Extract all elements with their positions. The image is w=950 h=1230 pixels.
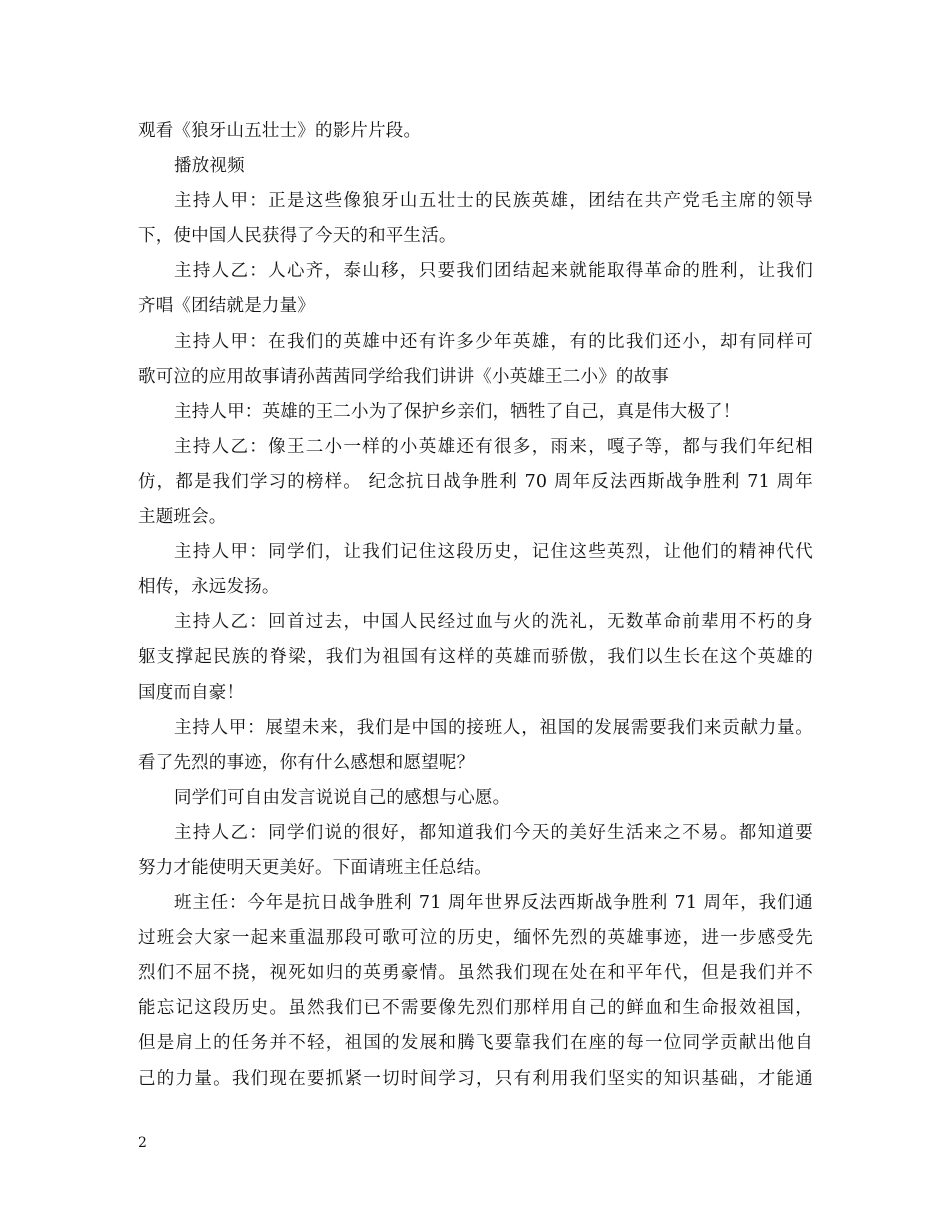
text-line: 主持人乙：像王二小一样的小英雄还有很多，雨来，嘎子等，都与我们年纪相 [174,436,813,457]
text-line: 同学们可自由发言说说自己的感想与心愿。 [174,787,511,808]
text-line: 主持人甲：在我们的英雄中还有许多少年英雄，有的比我们还小，却有同样可 [174,331,813,352]
text-line: 躯支撑起民族的脊梁，我们为祖国有这样的英雄而骄傲，我们以生长在这个英雄的 [138,647,813,668]
text-line: 烈们不屈不挠，视死如归的英勇豪情。虽然我们现在处在和平年代，但是我们并不 [138,963,813,984]
text-line: 下，使中国人民获得了今天的和平生活。 [138,226,457,247]
text-lines [138,114,813,1097]
document-body [138,114,813,1097]
text-line: 齐唱《团结就是力量》 [138,296,315,317]
text-line: 主持人乙：同学们说的很好，都知道我们今天的美好生活来之不易。都知道要 [174,822,813,843]
page-number: 2 [138,1135,147,1151]
text-line: 观看《狼牙山五壮士》的影片片段。 [138,121,422,141]
text-line: 主持人乙：回首过去，中国人民经过血与火的洗礼，无数革命前辈用不朽的身 [174,612,813,633]
text-line: 班主任：今年是抗日战争胜利 71 周年世界反法西斯战争胜利 71 周年，我们通 [174,893,813,914]
text-line: 播放视频 [174,156,245,177]
text-line: 过班会大家一起来重温那段可歌可泣的历史，缅怀先烈的英雄事迹，进一步感受先 [138,928,813,949]
text-line: 主持人乙：人心齐，泰山移，只要我们团结起来就能取得革命的胜利，让我们 [174,261,813,282]
text-line: 主持人甲：正是这些像狼牙山五壮士的民族英雄，团结在共产党毛主席的领导 [174,191,813,212]
text-line: 歌可泣的应用故事请孙茜茜同学给我们讲讲《小英雄王二小》的故事 [138,366,669,387]
text-line: 但是肩上的任务并不轻，祖国的发展和腾飞要靠我们在座的每一位同学贡献出他自 [138,1033,813,1054]
text-line: 己的力量。我们现在要抓紧一切时间学习，只有利用我们坚实的知识基础，才能通 [138,1068,813,1089]
text-line: 努力才能使明天更美好。下面请班主任总结。 [138,857,492,878]
text-line: 主持人甲：英雄的王二小为了保护乡亲们，牺牲了自己，真是伟大极了！ [174,401,741,422]
text-line: 国度而自豪！ [138,682,245,703]
text-line: 仿，都是我们学习的榜样。 纪念抗日战争胜利 70 周年反法西斯战争胜利 71 周年 [138,471,813,492]
text-line: 主持人甲：同学们，让我们记住这段历史，记住这些英烈，让他们的精神代代 [174,542,813,563]
text-line: 看了先烈的事迹，你有什么感想和愿望呢？ [138,752,475,773]
text-line: 能忘记这段历史。虽然我们已不需要像先烈们那样用自己的鲜血和生命报效祖国， [138,998,813,1019]
text-line: 主持人甲：展望未来，我们是中国的接班人，祖国的发展需要我们来贡献力量。 [174,717,813,738]
text-line: 相传，永远发扬。 [138,577,280,598]
text-line: 主题班会。 [138,507,227,528]
